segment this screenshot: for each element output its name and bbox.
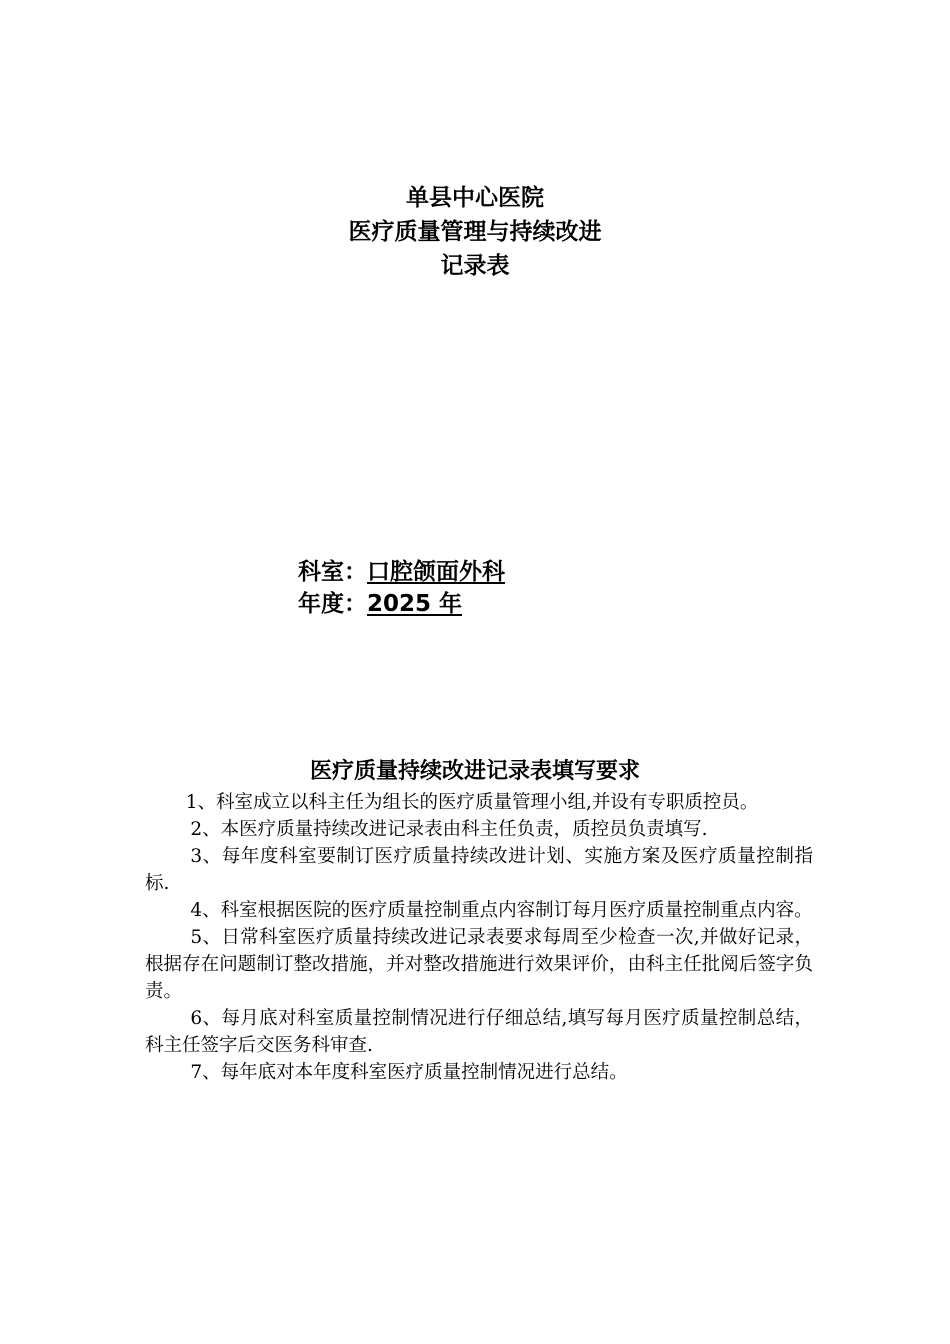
department-value: 口腔颌面外科 — [367, 559, 505, 585]
year-label: 年度： — [298, 591, 367, 617]
requirement-item-3: 3、每年度科室要制订医疗质量持续改进计划、实施方案及医疗质量控制指标. — [145, 846, 813, 894]
hospital-name: 单县中心医院 — [406, 185, 544, 211]
requirement-item-2: 2、本医疗质量持续改进记录表由科主任负责，质控员负责填写. — [190, 819, 708, 840]
department-row — [298, 556, 505, 588]
requirement-item-6: 6、每月底对科室质量控制情况进行仔细总结,填写每月医疗质量控制总结，科主任签字后交医务科审查. — [145, 1008, 813, 1056]
year-row — [298, 588, 505, 620]
department-label: 科室： — [298, 559, 367, 585]
year-value: 2025 年 — [367, 591, 463, 617]
info-block — [298, 556, 505, 620]
requirement-item-4: 4、科室根据医院的医疗质量控制重点内容制订每月医疗质量控制重点内容。 — [190, 900, 813, 921]
requirements-heading: 医疗质量持续改进记录表填写要求 — [309, 759, 640, 784]
requirement-item-5: 5、日常科室医疗质量持续改进记录表要求每周至少检查一次,并做好记录，根据存在问题制订整改措施，并对整改措施进行效果评价，由科主任批阅后签字负责。 — [145, 927, 813, 1002]
cover-title-block — [0, 181, 950, 283]
document-subtitle: 记录表 — [440, 253, 510, 279]
document-title: 医疗质量管理与持续改进 — [348, 219, 602, 245]
requirement-item-7: 7、每年底对本年度科室医疗质量控制情况进行总结。 — [190, 1062, 628, 1083]
requirement-item-1: 1、科室成立以科主任为组长的医疗质量管理小组,并设有专职质控员。 — [185, 792, 759, 813]
requirements-list — [145, 789, 813, 1086]
